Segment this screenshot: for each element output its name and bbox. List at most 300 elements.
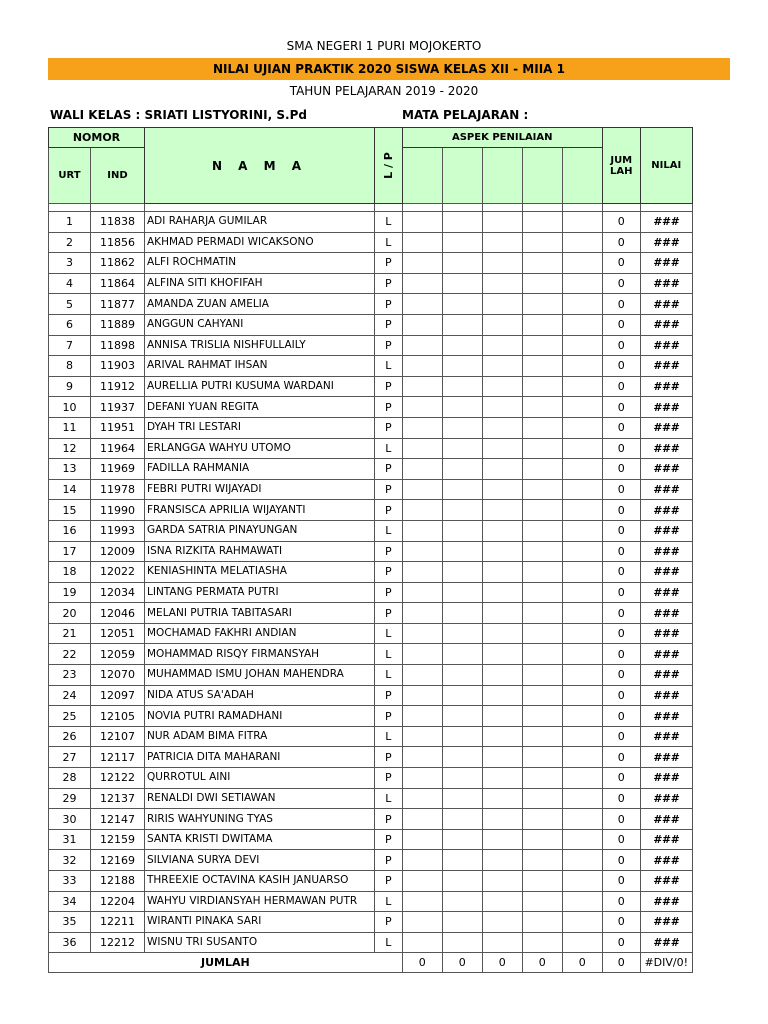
row-aspek-4	[522, 726, 562, 747]
row-jumlah: 0	[602, 850, 640, 871]
row-nama: WIRANTI PINAKA SARI	[145, 912, 375, 933]
row-aspek-3	[482, 438, 522, 459]
row-aspek-5	[562, 726, 602, 747]
row-jumlah: 0	[602, 685, 640, 706]
row-nama: WISNU TRI SUSANTO	[145, 932, 375, 953]
total-nilai: #DIV/0!	[640, 953, 692, 973]
row-aspek-4	[522, 768, 562, 789]
row-aspek-1	[402, 850, 442, 871]
total-label: JUMLAH	[49, 953, 403, 973]
row-urt: 25	[49, 706, 91, 727]
row-aspek-5	[562, 459, 602, 480]
table-row	[49, 603, 693, 624]
table-row	[49, 232, 693, 253]
row-aspek-5	[562, 417, 602, 438]
homeroom-teacher: WALI KELAS : SRIATI LISTYORINI, S.Pd	[50, 108, 307, 122]
row-aspek-5	[562, 438, 602, 459]
row-urt: 20	[49, 603, 91, 624]
row-nama: RENALDI DWI SETIAWAN	[145, 788, 375, 809]
row-nilai: ###	[640, 212, 692, 233]
row-aspek-3	[482, 788, 522, 809]
table-row	[49, 747, 693, 768]
row-aspek-2	[442, 273, 482, 294]
row-jumlah: 0	[602, 665, 640, 686]
table-row	[49, 726, 693, 747]
table-row	[49, 562, 693, 583]
row-lp: L	[375, 438, 403, 459]
header-lp	[375, 128, 403, 204]
row-aspek-4	[522, 438, 562, 459]
row-aspek-2	[442, 685, 482, 706]
row-jumlah: 0	[602, 788, 640, 809]
row-nilai: ###	[640, 294, 692, 315]
row-jumlah: 0	[602, 747, 640, 768]
row-aspek-2	[442, 232, 482, 253]
row-aspek-3	[482, 520, 522, 541]
row-aspek-3	[482, 500, 522, 521]
row-aspek-5	[562, 891, 602, 912]
row-aspek-4	[522, 417, 562, 438]
row-urt: 18	[49, 562, 91, 583]
row-urt: 4	[49, 273, 91, 294]
row-aspek-2	[442, 314, 482, 335]
row-aspek-3	[482, 829, 522, 850]
row-aspek-2	[442, 541, 482, 562]
row-urt: 11	[49, 417, 91, 438]
row-aspek-2	[442, 582, 482, 603]
row-nama: NIDA ATUS SA'ADAH	[145, 685, 375, 706]
row-jumlah: 0	[602, 417, 640, 438]
row-aspek-1	[402, 314, 442, 335]
row-aspek-5	[562, 665, 602, 686]
row-lp: P	[375, 294, 403, 315]
table-row	[49, 685, 693, 706]
row-aspek-4	[522, 356, 562, 377]
row-ind: 12034	[91, 582, 145, 603]
row-aspek-3	[482, 376, 522, 397]
row-lp: P	[375, 479, 403, 500]
row-aspek-3	[482, 541, 522, 562]
row-lp: L	[375, 726, 403, 747]
row-nama: FEBRI PUTRI WIJAYADI	[145, 479, 375, 500]
row-aspek-3	[482, 562, 522, 583]
row-lp: P	[375, 417, 403, 438]
row-aspek-1	[402, 562, 442, 583]
row-nama: ADI RAHARJA GUMILAR	[145, 212, 375, 233]
header-ind: IND	[91, 148, 145, 204]
table-row	[49, 582, 693, 603]
row-ind: 12159	[91, 829, 145, 850]
row-lp: L	[375, 623, 403, 644]
row-ind: 11862	[91, 253, 145, 274]
table-row	[49, 541, 693, 562]
row-ind: 12009	[91, 541, 145, 562]
table-row	[49, 871, 693, 892]
header-aspek: ASPEK PENILAIAN	[402, 128, 602, 148]
row-aspek-5	[562, 335, 602, 356]
row-aspek-5	[562, 932, 602, 953]
row-nilai: ###	[640, 520, 692, 541]
row-nilai: ###	[640, 562, 692, 583]
row-nama: RIRIS WAHYUNING TYAS	[145, 809, 375, 830]
row-ind: 11951	[91, 417, 145, 438]
row-lp: P	[375, 562, 403, 583]
row-aspek-1	[402, 273, 442, 294]
row-lp: L	[375, 644, 403, 665]
row-ind: 11978	[91, 479, 145, 500]
row-aspek-5	[562, 376, 602, 397]
row-ind: 11838	[91, 212, 145, 233]
header-nama-label: N A M A	[211, 158, 308, 173]
row-nilai: ###	[640, 809, 692, 830]
header-nomor: NOMOR	[49, 128, 145, 148]
row-aspek-4	[522, 871, 562, 892]
row-nama: MOHAMMAD RISQY FIRMANSYAH	[145, 644, 375, 665]
table-row	[49, 417, 693, 438]
row-lp: P	[375, 912, 403, 933]
row-ind: 12117	[91, 747, 145, 768]
row-aspek-4	[522, 747, 562, 768]
row-nilai: ###	[640, 232, 692, 253]
table-row	[49, 459, 693, 480]
row-nama: THREEXIE OCTAVINA KASIH JANUARSO	[145, 871, 375, 892]
row-lp: P	[375, 685, 403, 706]
row-aspek-2	[442, 438, 482, 459]
row-aspek-1	[402, 726, 442, 747]
table-row	[49, 809, 693, 830]
row-aspek-5	[562, 747, 602, 768]
row-aspek-3	[482, 603, 522, 624]
row-nama: SILVIANA SURYA DEVI	[145, 850, 375, 871]
row-lp: P	[375, 459, 403, 480]
row-aspek-1	[402, 335, 442, 356]
row-lp: P	[375, 376, 403, 397]
row-nilai: ###	[640, 891, 692, 912]
row-nilai: ###	[640, 479, 692, 500]
table-row	[49, 932, 693, 953]
row-aspek-4	[522, 685, 562, 706]
row-aspek-4	[522, 253, 562, 274]
table-row	[49, 644, 693, 665]
row-lp: P	[375, 768, 403, 789]
row-jumlah: 0	[602, 541, 640, 562]
row-aspek-5	[562, 912, 602, 933]
row-jumlah: 0	[602, 520, 640, 541]
row-jumlah: 0	[602, 809, 640, 830]
row-aspek-1	[402, 891, 442, 912]
row-nama: AURELLIA PUTRI KUSUMA WARDANI	[145, 376, 375, 397]
row-jumlah: 0	[602, 603, 640, 624]
row-nilai: ###	[640, 706, 692, 727]
row-nilai: ###	[640, 788, 692, 809]
row-jumlah: 0	[602, 356, 640, 377]
row-aspek-5	[562, 788, 602, 809]
table-row	[49, 479, 693, 500]
table-row	[49, 273, 693, 294]
row-urt: 9	[49, 376, 91, 397]
row-nama: DEFANI YUAN REGITA	[145, 397, 375, 418]
row-aspek-1	[402, 438, 442, 459]
row-nama: ISNA RIZKITA RAHMAWATI	[145, 541, 375, 562]
row-aspek-4	[522, 397, 562, 418]
row-aspek-2	[442, 726, 482, 747]
row-nama: AKHMAD PERMADI WICAKSONO	[145, 232, 375, 253]
row-aspek-3	[482, 314, 522, 335]
row-aspek-4	[522, 232, 562, 253]
table-row	[49, 314, 693, 335]
row-aspek-1	[402, 623, 442, 644]
total-aspek-3: 0	[482, 953, 522, 973]
row-nilai: ###	[640, 871, 692, 892]
row-aspek-2	[442, 520, 482, 541]
row-lp: P	[375, 253, 403, 274]
table-row	[49, 520, 693, 541]
row-ind: 11903	[91, 356, 145, 377]
row-urt: 10	[49, 397, 91, 418]
header-aspek-3	[482, 148, 522, 204]
row-aspek-1	[402, 253, 442, 274]
row-aspek-1	[402, 706, 442, 727]
row-aspek-2	[442, 397, 482, 418]
row-aspek-1	[402, 294, 442, 315]
row-aspek-4	[522, 479, 562, 500]
row-nama: ALFI ROCHMATIN	[145, 253, 375, 274]
row-aspek-1	[402, 376, 442, 397]
row-lp: P	[375, 829, 403, 850]
row-ind: 12211	[91, 912, 145, 933]
row-nama: ANNISA TRISLIA NISHFULLAILY	[145, 335, 375, 356]
row-aspek-1	[402, 397, 442, 418]
row-lp: P	[375, 582, 403, 603]
row-aspek-3	[482, 459, 522, 480]
row-nilai: ###	[640, 623, 692, 644]
row-ind: 11969	[91, 459, 145, 480]
table-row	[49, 829, 693, 850]
header-nilai: NILAI	[640, 128, 692, 204]
row-ind: 12046	[91, 603, 145, 624]
row-aspek-2	[442, 706, 482, 727]
row-lp: L	[375, 891, 403, 912]
row-nilai: ###	[640, 459, 692, 480]
row-nilai: ###	[640, 335, 692, 356]
row-jumlah: 0	[602, 871, 640, 892]
row-aspek-5	[562, 871, 602, 892]
row-nama: MELANI PUTRIA TABITASARI	[145, 603, 375, 624]
row-aspek-3	[482, 212, 522, 233]
row-aspek-5	[562, 644, 602, 665]
row-ind: 12188	[91, 871, 145, 892]
row-ind: 12122	[91, 768, 145, 789]
row-jumlah: 0	[602, 562, 640, 583]
row-aspek-5	[562, 829, 602, 850]
row-ind: 12051	[91, 623, 145, 644]
row-aspek-2	[442, 644, 482, 665]
row-aspek-4	[522, 212, 562, 233]
row-ind: 11856	[91, 232, 145, 253]
row-jumlah: 0	[602, 582, 640, 603]
row-nama: ARIVAL RAHMAT IHSAN	[145, 356, 375, 377]
row-aspek-2	[442, 891, 482, 912]
row-lp: P	[375, 335, 403, 356]
row-aspek-2	[442, 623, 482, 644]
row-urt: 13	[49, 459, 91, 480]
row-aspek-3	[482, 253, 522, 274]
row-aspek-1	[402, 809, 442, 830]
row-urt: 17	[49, 541, 91, 562]
row-urt: 24	[49, 685, 91, 706]
row-nilai: ###	[640, 253, 692, 274]
row-aspek-2	[442, 500, 482, 521]
row-aspek-5	[562, 706, 602, 727]
row-urt: 5	[49, 294, 91, 315]
table-row	[49, 891, 693, 912]
row-jumlah: 0	[602, 891, 640, 912]
row-aspek-2	[442, 912, 482, 933]
row-nama: GARDA SATRIA PINAYUNGAN	[145, 520, 375, 541]
row-lp: P	[375, 500, 403, 521]
row-urt: 33	[49, 871, 91, 892]
row-aspek-2	[442, 335, 482, 356]
row-urt: 1	[49, 212, 91, 233]
row-aspek-4	[522, 665, 562, 686]
row-aspek-2	[442, 747, 482, 768]
row-lp: P	[375, 850, 403, 871]
row-aspek-3	[482, 891, 522, 912]
table-row	[49, 212, 693, 233]
row-aspek-4	[522, 520, 562, 541]
row-aspek-5	[562, 212, 602, 233]
header-urt: URT	[49, 148, 91, 204]
row-aspek-3	[482, 479, 522, 500]
row-nama: SANTA KRISTI DWITAMA	[145, 829, 375, 850]
row-aspek-2	[442, 665, 482, 686]
row-jumlah: 0	[602, 459, 640, 480]
row-ind: 12137	[91, 788, 145, 809]
row-nilai: ###	[640, 829, 692, 850]
table-row	[49, 768, 693, 789]
row-jumlah: 0	[602, 253, 640, 274]
row-urt: 8	[49, 356, 91, 377]
table-row	[49, 253, 693, 274]
row-aspek-1	[402, 417, 442, 438]
header-jumlah-line2: LAH	[610, 165, 633, 177]
row-aspek-4	[522, 850, 562, 871]
subject-label: MATA PELAJARAN :	[402, 108, 529, 122]
row-jumlah: 0	[602, 912, 640, 933]
row-aspek-1	[402, 520, 442, 541]
row-aspek-1	[402, 356, 442, 377]
row-aspek-3	[482, 685, 522, 706]
row-nilai: ###	[640, 850, 692, 871]
header-nama	[145, 128, 375, 204]
row-lp: L	[375, 932, 403, 953]
row-ind: 11889	[91, 314, 145, 335]
table-row	[49, 294, 693, 315]
row-nama: FADILLA RAHMANIA	[145, 459, 375, 480]
row-aspek-5	[562, 314, 602, 335]
row-aspek-5	[562, 520, 602, 541]
row-aspek-1	[402, 871, 442, 892]
total-aspek-4: 0	[522, 953, 562, 973]
row-aspek-4	[522, 829, 562, 850]
row-aspek-3	[482, 809, 522, 830]
row-aspek-5	[562, 623, 602, 644]
row-jumlah: 0	[602, 829, 640, 850]
row-aspek-2	[442, 788, 482, 809]
row-jumlah: 0	[602, 212, 640, 233]
row-aspek-5	[562, 768, 602, 789]
row-aspek-4	[522, 335, 562, 356]
row-aspek-5	[562, 809, 602, 830]
row-aspek-2	[442, 212, 482, 233]
row-nilai: ###	[640, 376, 692, 397]
row-nilai: ###	[640, 356, 692, 377]
row-ind: 11993	[91, 520, 145, 541]
row-aspek-4	[522, 273, 562, 294]
row-urt: 29	[49, 788, 91, 809]
row-aspek-2	[442, 768, 482, 789]
row-urt: 2	[49, 232, 91, 253]
row-urt: 30	[49, 809, 91, 830]
row-nama: ANGGUN CAHYANI	[145, 314, 375, 335]
row-nama: NOVIA PUTRI RAMADHANI	[145, 706, 375, 727]
row-aspek-2	[442, 417, 482, 438]
table-row	[49, 623, 693, 644]
row-jumlah: 0	[602, 479, 640, 500]
row-aspek-3	[482, 397, 522, 418]
row-ind: 11912	[91, 376, 145, 397]
row-lp: P	[375, 747, 403, 768]
row-jumlah: 0	[602, 623, 640, 644]
row-urt: 6	[49, 314, 91, 335]
row-urt: 16	[49, 520, 91, 541]
row-aspek-3	[482, 665, 522, 686]
row-ind: 12107	[91, 726, 145, 747]
row-aspek-1	[402, 768, 442, 789]
row-aspek-2	[442, 603, 482, 624]
row-urt: 35	[49, 912, 91, 933]
row-aspek-3	[482, 912, 522, 933]
row-jumlah: 0	[602, 768, 640, 789]
row-aspek-4	[522, 623, 562, 644]
row-urt: 36	[49, 932, 91, 953]
row-aspek-4	[522, 314, 562, 335]
row-lp: L	[375, 232, 403, 253]
row-ind: 12147	[91, 809, 145, 830]
row-ind: 12059	[91, 644, 145, 665]
row-aspek-4	[522, 809, 562, 830]
row-aspek-1	[402, 644, 442, 665]
row-ind: 11964	[91, 438, 145, 459]
row-aspek-1	[402, 932, 442, 953]
row-ind: 12169	[91, 850, 145, 871]
row-aspek-4	[522, 912, 562, 933]
table-row	[49, 397, 693, 418]
row-nama: WAHYU VIRDIANSYAH HERMAWAN PUTR	[145, 891, 375, 912]
row-aspek-4	[522, 376, 562, 397]
row-aspek-4	[522, 932, 562, 953]
row-nilai: ###	[640, 768, 692, 789]
student-rows	[49, 204, 693, 953]
row-nilai: ###	[640, 603, 692, 624]
row-aspek-3	[482, 706, 522, 727]
row-nama: KENIASHINTA MELATIASHA	[145, 562, 375, 583]
total-row	[49, 953, 693, 973]
row-ind: 12097	[91, 685, 145, 706]
row-ind: 11864	[91, 273, 145, 294]
row-urt: 3	[49, 253, 91, 274]
row-aspek-3	[482, 871, 522, 892]
